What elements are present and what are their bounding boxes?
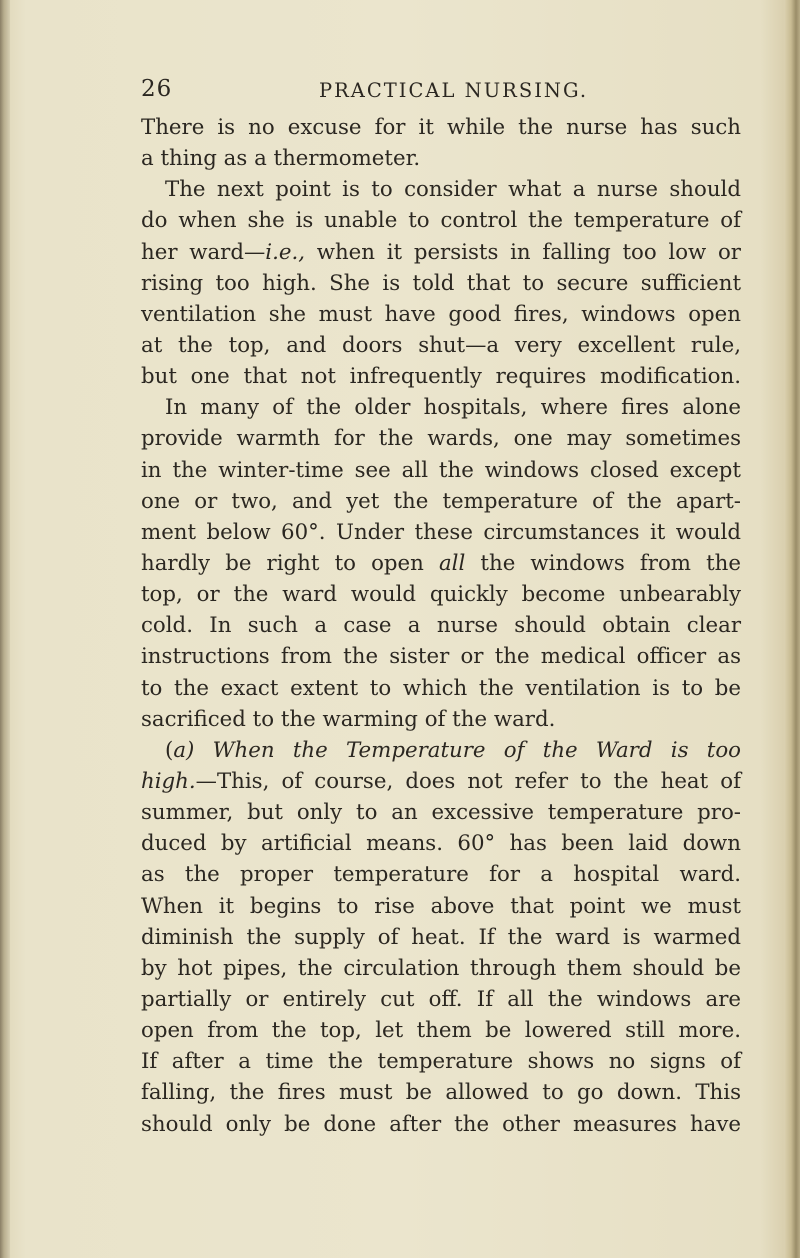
- text-line: [141, 548, 741, 579]
- text-line: [141, 735, 741, 766]
- text-segment: her ward—: [141, 239, 266, 265]
- text-line: The next point is to consider what a nurse should: [165, 177, 741, 203]
- text-line: provide warmth for the wards, one may sometimes: [141, 426, 741, 452]
- text-line: If after a time the temperature shows no signs of: [141, 1049, 741, 1075]
- text-segment: —This, of course, does not refer to the heat of: [195, 768, 741, 794]
- text-line: top, or the ward would quickly become unbearably: [141, 582, 741, 608]
- text-line: but one that not infrequently requires modification.: [141, 364, 741, 390]
- text-line: There is no excuse for it while the nurse has such: [141, 115, 741, 140]
- page-header: [141, 76, 741, 112]
- text-line: duced by artificial means. 60° has been laid down: [141, 831, 741, 857]
- binding-gutter: [0, 0, 10, 1258]
- page-edge: [784, 0, 800, 1258]
- italic-text: a) When the Temperature of the Ward is too: [173, 737, 741, 763]
- text-line: should only be done after the other measures have: [141, 1111, 741, 1137]
- text-line: partially or entirely cut off. If all the windows are: [141, 986, 741, 1012]
- text-segment: the windows from the: [465, 550, 741, 576]
- text-line: [141, 766, 741, 797]
- text-line: open from the top, let them be lowered still more.: [141, 1018, 741, 1044]
- page-number: 26: [141, 76, 173, 102]
- italic-text: high.: [141, 768, 196, 794]
- text-line: diminish the supply of heat. If the ward is warmed: [141, 924, 741, 950]
- text-line: rising too high. She is told that to secure sufficient: [141, 270, 741, 296]
- text-line: ment below 60°. Under these circumstances it would: [141, 519, 741, 545]
- text-line: at the top, and doors shut—a very excellent rule,: [141, 332, 741, 358]
- text-line: in the winter-time see all the windows closed except: [141, 457, 741, 483]
- italic-text: i.e.,: [265, 239, 305, 265]
- text-line: to the exact extent to which the ventilation is to be: [141, 675, 741, 701]
- running-head: PRACTICAL NURSING.: [319, 79, 589, 102]
- text-line: [141, 237, 741, 268]
- text-line: ventilation she must have good fires, windows open: [141, 301, 741, 327]
- text-line: sacrificed to the warming of the ward.: [141, 706, 556, 732]
- text-segment: when it persists in falling too low or: [305, 239, 741, 265]
- text-line: cold. In such a case a nurse should obtain clear: [141, 613, 741, 639]
- text-line: by hot pipes, the circulation through them should be: [141, 955, 741, 981]
- text-line: a thing as a thermometer.: [141, 146, 421, 172]
- text-line: summer, but only to an excessive temperature pro-: [141, 800, 741, 826]
- body-text: [141, 112, 741, 1140]
- text-line: When it begins to rise above that point we must: [141, 893, 741, 919]
- text-line: do when she is unable to control the temperature of: [141, 208, 741, 234]
- text-line: one or two, and yet the temperature of the apart-: [141, 488, 741, 514]
- italic-text: all: [438, 550, 466, 576]
- text-line: instructions from the sister or the medical officer as: [141, 644, 741, 670]
- text-segment: (: [165, 737, 174, 763]
- text-line: falling, the fires must be allowed to go down. This: [141, 1080, 741, 1106]
- text-line: In many of the older hospitals, where fires alone: [165, 395, 741, 421]
- text-line: as the proper temperature for a hospital ward.: [141, 862, 741, 888]
- text-segment: hardly be right to open: [141, 550, 439, 576]
